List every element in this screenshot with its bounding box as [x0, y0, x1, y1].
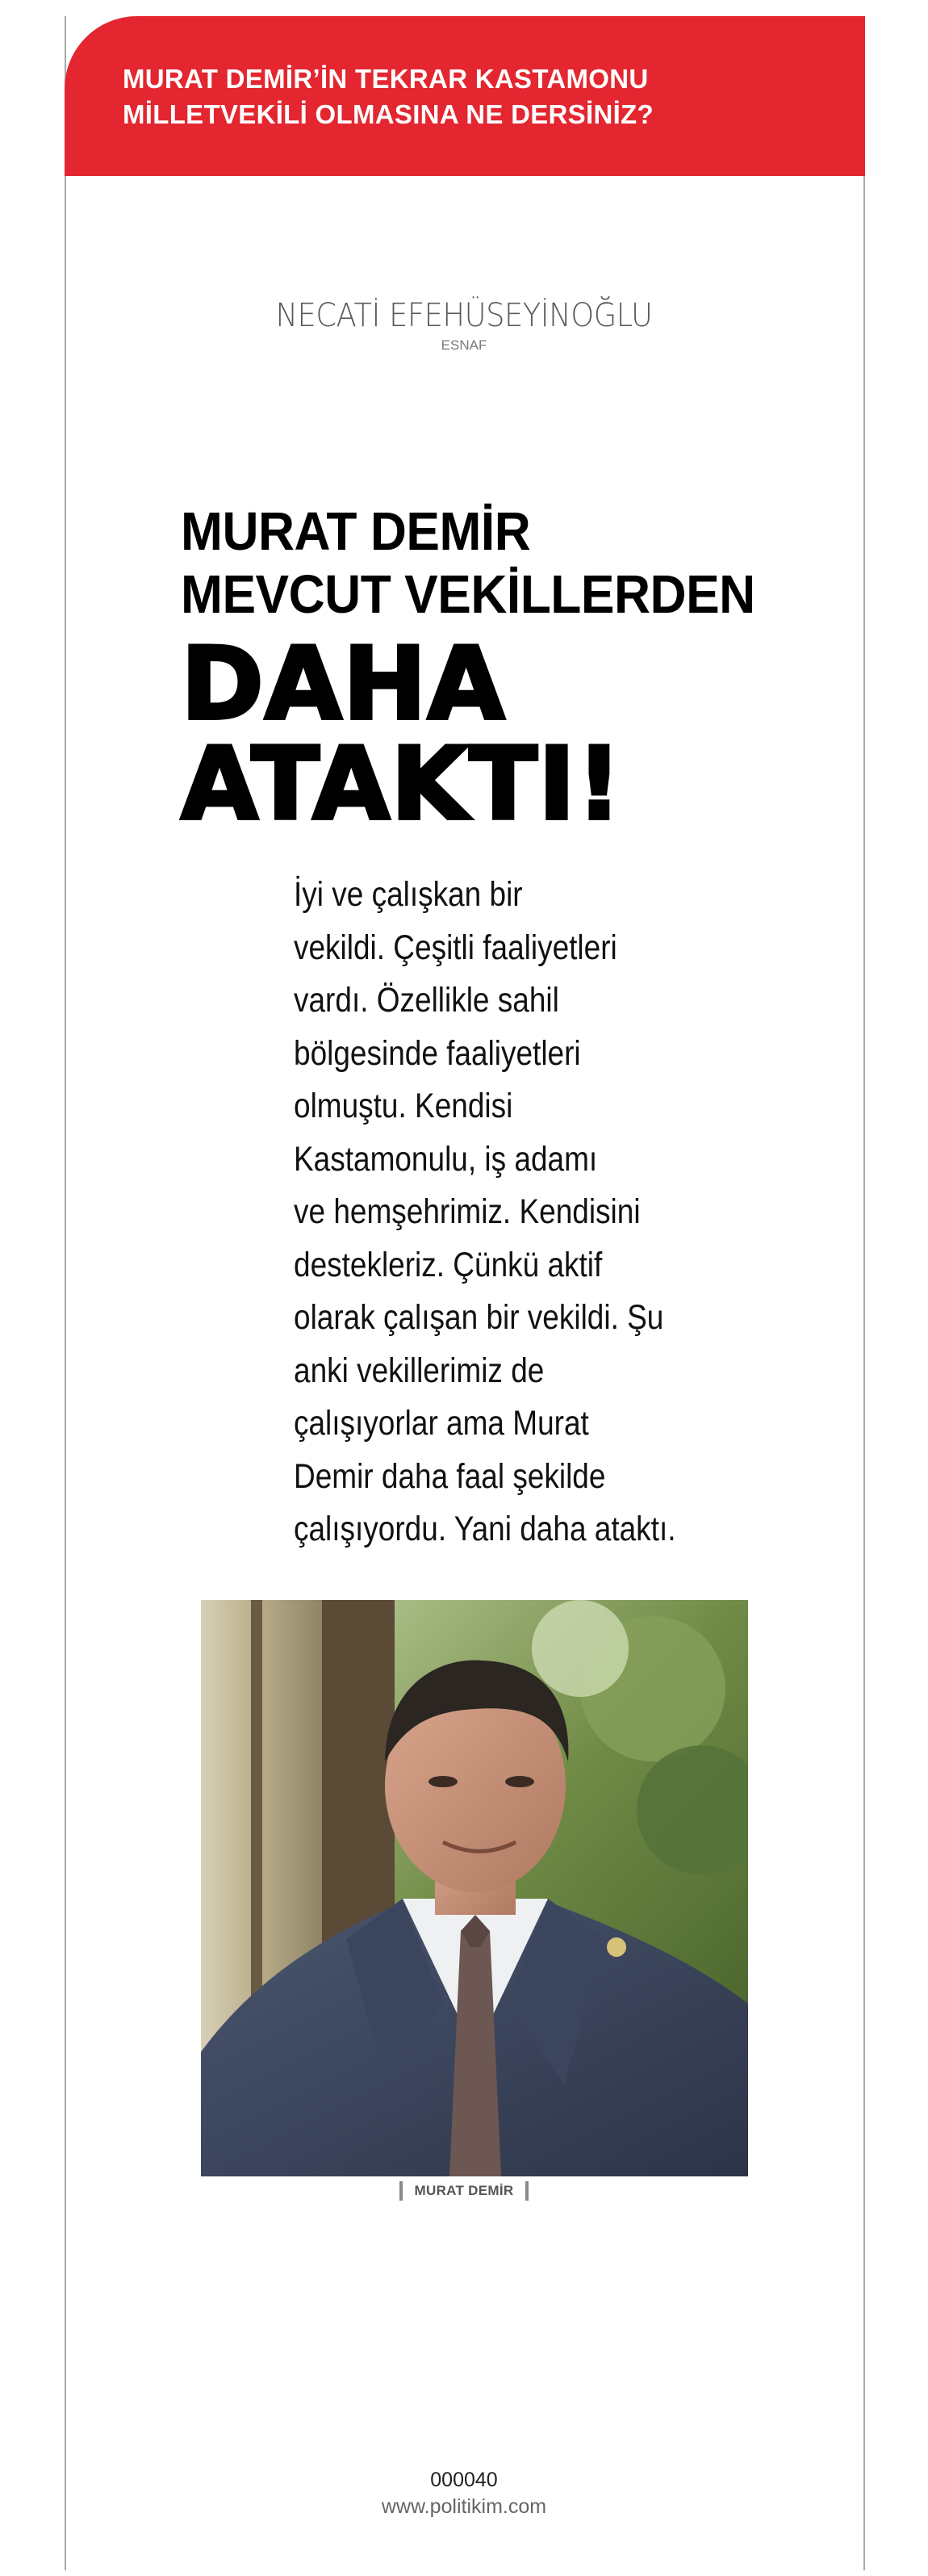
portrait-photo — [201, 1600, 748, 2176]
headline-line: MURAT DEMİR — [181, 501, 531, 562]
quote-line: Demir daha faal şekilde — [294, 1456, 606, 1496]
caption-bar-right — [525, 2181, 529, 2201]
website-link[interactable]: www.politikim.com — [381, 2495, 547, 2518]
quote-line: olarak çalışan bir vekildi. Şu — [294, 1298, 664, 1337]
header-banner — [65, 16, 865, 176]
photo-caption — [0, 2181, 928, 2201]
author-name: NECATİ EFEHÜSEYİNOĞLU — [275, 297, 653, 334]
author-role: ESNAF — [441, 337, 487, 353]
headline-emphasis-line: DAHA — [181, 626, 506, 743]
quote-line: çalışıyorlar ama Murat — [294, 1404, 589, 1443]
quote-line: çalışıyordu. Yani daha ataktı. — [294, 1510, 676, 1548]
portrait-illustration — [201, 1600, 748, 2176]
page-number: 000040 — [430, 2469, 498, 2491]
headline-emphasis-line: ATAKTI! — [181, 727, 623, 843]
caption-text: MURAT DEMİR — [414, 2183, 514, 2198]
quote-line: olmuştu. Kendisi — [294, 1087, 513, 1125]
quote-line: Kastamonulu, iş adamı — [294, 1139, 598, 1179]
author-block — [0, 297, 928, 354]
quote-line: bölgesinde faaliyetleri — [294, 1033, 581, 1073]
quote-line: vardı. Özellikle sahil — [294, 981, 559, 1020]
quote-line: anki vekillerimiz de — [294, 1351, 545, 1390]
quote-line: destekleriz. Çünkü aktif — [294, 1245, 603, 1284]
headline — [181, 501, 798, 843]
quote-line: İyi ve çalışkan bir — [294, 875, 523, 914]
footer — [0, 2467, 928, 2520]
caption-bar-left — [399, 2181, 403, 2201]
quote-line: ve hemşehrimiz. Kendisini — [294, 1192, 641, 1231]
quote-line: vekildi. Çeşitli faaliyetleri — [294, 928, 617, 967]
interview-quote — [294, 869, 746, 1556]
survey-question: MURAT DEMİR’İN TEKRAR KASTAMONU MİLLETVEKİLİ OLMASINA NE DERSİNİZ? — [123, 64, 654, 129]
headline-line: MEVCUT VEKİLLERDEN — [181, 564, 755, 625]
